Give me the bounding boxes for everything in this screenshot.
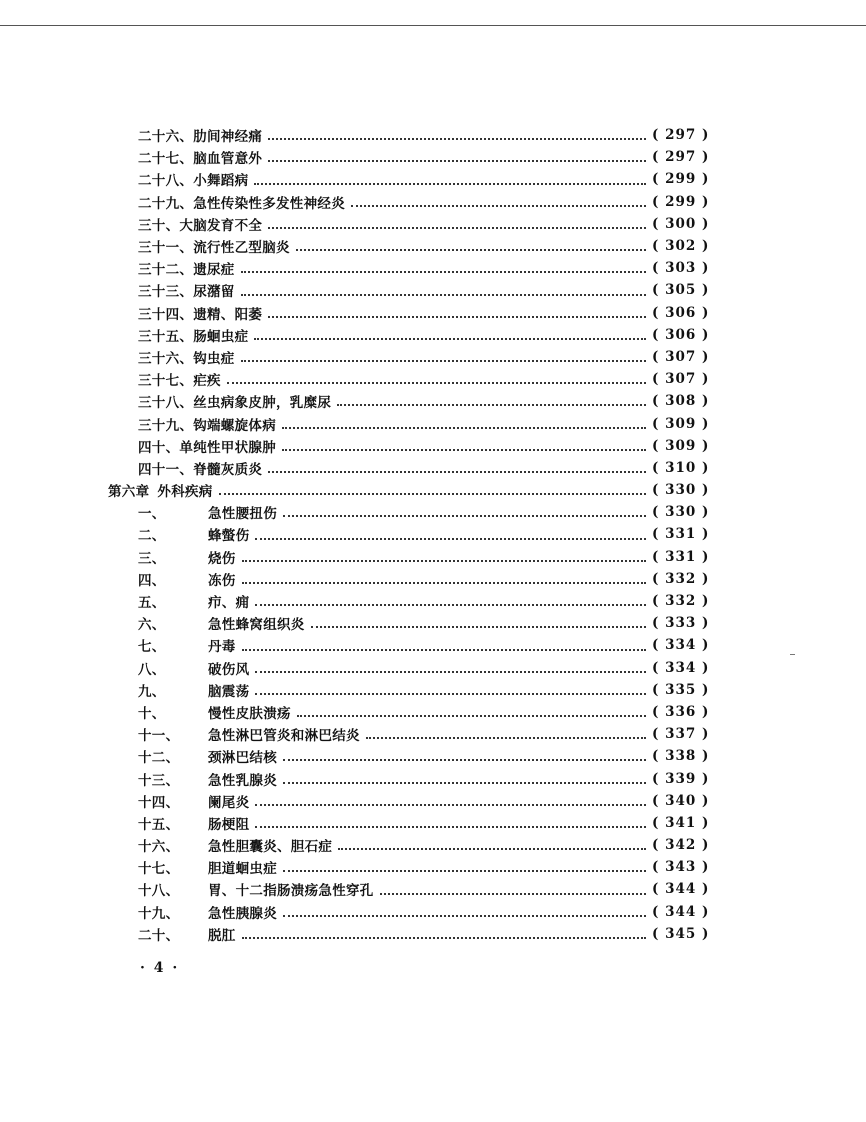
entry-page: ( 297 )	[652, 127, 710, 144]
entry-title: 单纯性甲状腺肿	[179, 439, 277, 456]
dot-leader	[311, 623, 646, 628]
entry-number: 四十、	[138, 439, 180, 456]
entry-title: 脑血管意外	[193, 151, 263, 168]
entry-number: 二十六、	[138, 129, 194, 146]
toc-entry[interactable]	[108, 124, 710, 146]
dot-leader	[283, 779, 646, 784]
entry-number: 三十九、	[138, 417, 194, 434]
toc-entry[interactable]	[108, 168, 710, 190]
dot-leader	[268, 135, 646, 140]
dot-leader	[255, 801, 646, 806]
toc-entry[interactable]	[108, 612, 710, 634]
entry-number: 七、	[138, 639, 166, 656]
dot-leader	[268, 157, 646, 162]
entry-page: ( 333 )	[652, 615, 710, 632]
entry-page: ( 309 )	[652, 437, 710, 454]
dot-leader	[241, 291, 646, 296]
dot-leader	[283, 912, 646, 917]
toc-entry[interactable]	[108, 302, 710, 324]
dot-leader	[255, 601, 646, 606]
dot-leader	[283, 756, 646, 761]
entry-title: 肠蛔虫症	[193, 328, 249, 345]
entry-page: ( 299 )	[652, 171, 710, 188]
dot-leader	[241, 357, 646, 362]
toc-entry[interactable]	[108, 279, 710, 301]
entry-number: 四、	[138, 572, 166, 589]
entry-title: 脑震荡	[208, 683, 250, 700]
entry-number: 一、	[138, 506, 166, 523]
chapter-page: ( 330 )	[652, 482, 710, 499]
entry-number: 五、	[138, 595, 166, 612]
toc-section-surgery	[108, 501, 710, 945]
entry-title: 肋间神经痛	[193, 129, 263, 146]
entry-number: 十七、	[138, 861, 180, 878]
entry-page: ( 332 )	[652, 570, 710, 587]
toc-entry[interactable]	[108, 834, 710, 856]
entry-page: ( 338 )	[652, 748, 710, 765]
dot-leader	[366, 734, 646, 739]
dot-leader	[268, 468, 646, 473]
toc-entry[interactable]	[108, 901, 710, 923]
entry-number: 二十、	[138, 927, 180, 944]
toc-entry[interactable]	[108, 923, 710, 945]
entry-number: 十一、	[138, 728, 180, 745]
entry-number: 四十一、	[138, 461, 194, 478]
toc-entry[interactable]	[108, 324, 710, 346]
toc-entry[interactable]	[108, 568, 710, 590]
dot-leader	[351, 202, 646, 207]
entry-title: 尿潴留	[193, 284, 235, 301]
dot-leader	[337, 401, 646, 406]
dot-leader	[255, 535, 646, 540]
entry-number: 十二、	[138, 750, 180, 767]
toc-section-neurology	[108, 124, 710, 479]
entry-page: ( 297 )	[652, 149, 710, 166]
dot-leader	[242, 557, 646, 562]
entry-number: 三十一、	[138, 240, 194, 257]
entry-title: 大脑发育不全	[179, 217, 263, 234]
entry-title: 丝虫病象皮肿，乳糜尿	[193, 395, 332, 412]
entry-title: 急性淋巴管炎和淋巴结炎	[208, 728, 360, 745]
dot-leader	[283, 867, 646, 872]
entry-page: ( 302 )	[652, 238, 710, 255]
entry-title: 急性蜂窝组织炎	[208, 617, 305, 634]
entry-page: ( 330 )	[652, 504, 710, 521]
entry-number: 十五、	[138, 816, 180, 833]
entry-title: 流行性乙型脑炎	[193, 240, 290, 257]
entry-title: 疟疾	[193, 373, 221, 390]
dot-leader	[242, 579, 646, 584]
toc-entry[interactable]	[108, 790, 710, 812]
entry-number: 十三、	[138, 772, 180, 789]
entry-title: 钩虫症	[193, 350, 235, 367]
entry-number: 三十五、	[138, 328, 194, 345]
toc-entry[interactable]	[108, 412, 710, 434]
entry-number: 二十七、	[138, 151, 194, 168]
entry-page: ( 337 )	[652, 726, 710, 743]
toc-entry[interactable]	[108, 634, 710, 656]
chapter-title: 外科疾病	[157, 484, 213, 501]
toc-entry[interactable]	[108, 657, 710, 679]
entry-number: 十四、	[138, 794, 180, 811]
entry-page: ( 310 )	[652, 459, 710, 476]
toc-entry[interactable]	[108, 878, 710, 900]
toc-entry[interactable]	[108, 235, 710, 257]
entry-page: ( 344 )	[652, 881, 710, 898]
toc-entry[interactable]	[108, 856, 710, 878]
dot-leader	[255, 823, 646, 828]
entry-number: 三十七、	[138, 373, 194, 390]
dot-leader	[296, 246, 646, 251]
dot-leader	[268, 224, 646, 229]
toc-entry[interactable]	[108, 257, 710, 279]
entry-number: 八、	[138, 661, 166, 678]
entry-title: 胆道蛔虫症	[208, 861, 277, 878]
entry-title: 急性乳腺炎	[208, 772, 277, 789]
dot-leader	[282, 446, 646, 451]
entry-title: 破伤风	[208, 661, 250, 678]
entry-title: 疖、痈	[208, 595, 250, 612]
entry-number: 三十三、	[138, 284, 194, 301]
dot-leader	[241, 268, 646, 273]
entry-title: 冻伤	[208, 572, 236, 589]
dot-leader	[282, 424, 646, 429]
dot-leader	[219, 490, 646, 495]
entry-number: 三十二、	[138, 262, 194, 279]
entry-title: 小舞蹈病	[193, 173, 249, 190]
page-number: · 4 ·	[140, 960, 180, 976]
entry-page: ( 303 )	[652, 260, 710, 277]
entry-number: 二十八、	[138, 173, 194, 190]
entry-page: ( 306 )	[652, 326, 710, 343]
entry-number: 三、	[138, 550, 166, 567]
entry-title: 钩端螺旋体病	[193, 417, 277, 434]
toc-entry[interactable]	[108, 368, 710, 390]
entry-number: 十六、	[138, 839, 180, 856]
entry-page: ( 332 )	[652, 593, 710, 610]
entry-page: ( 307 )	[652, 371, 710, 388]
entry-title: 急性传染性多发性神经炎	[193, 195, 346, 212]
toc-entry[interactable]	[108, 701, 710, 723]
entry-title: 胃、十二指肠溃疡急性穿孔	[208, 883, 374, 900]
toc-entry[interactable]	[108, 523, 710, 545]
dot-leader	[255, 668, 646, 673]
table-of-contents	[108, 124, 710, 945]
entry-title: 肠梗阻	[208, 816, 250, 833]
entry-title: 烧伤	[208, 550, 236, 567]
entry-number: 二、	[138, 528, 166, 545]
entry-page: ( 299 )	[652, 193, 710, 210]
entry-number: 六、	[138, 617, 166, 634]
entry-page: ( 342 )	[652, 837, 710, 854]
top-rule	[0, 25, 866, 26]
entry-title: 脱肛	[208, 927, 236, 944]
entry-page: ( 336 )	[652, 703, 710, 720]
dot-leader	[255, 690, 646, 695]
toc-entry[interactable]	[108, 590, 710, 612]
dot-leader	[227, 379, 646, 384]
entry-title: 慢性皮肤溃疡	[208, 705, 291, 722]
dot-leader	[283, 512, 646, 517]
entry-page: ( 305 )	[652, 282, 710, 299]
entry-title: 颈淋巴结核	[208, 750, 277, 767]
toc-entry[interactable]	[108, 146, 710, 168]
entry-page: ( 339 )	[652, 770, 710, 787]
entry-title: 阑尾炎	[208, 794, 250, 811]
entry-page: ( 300 )	[652, 215, 710, 232]
entry-number: 三十四、	[138, 306, 194, 323]
entry-title: 蜂螫伤	[208, 528, 250, 545]
entry-title: 遗尿症	[193, 262, 235, 279]
toc-entry[interactable]	[108, 501, 710, 523]
entry-number: 十八、	[138, 883, 180, 900]
entry-page: ( 306 )	[652, 304, 710, 321]
dot-leader	[297, 712, 646, 717]
entry-title: 脊髓灰质炎	[193, 461, 263, 478]
toc-entry[interactable]	[108, 213, 710, 235]
toc-entry[interactable]	[108, 435, 710, 457]
entry-page: ( 341 )	[652, 814, 710, 831]
entry-title: 急性胆囊炎、胆石症	[208, 839, 333, 856]
scan-speck	[790, 654, 795, 655]
entry-page: ( 308 )	[652, 393, 710, 410]
dot-leader	[380, 890, 646, 895]
entry-page: ( 334 )	[652, 659, 710, 676]
entry-number: 三十六、	[138, 350, 194, 367]
toc-entry[interactable]	[108, 390, 710, 412]
toc-entry[interactable]	[108, 546, 710, 568]
entry-number: 二十九、	[138, 195, 194, 212]
entry-page: ( 335 )	[652, 681, 710, 698]
dot-leader	[268, 313, 646, 318]
dot-leader	[254, 335, 646, 340]
entry-page: ( 307 )	[652, 348, 710, 365]
entry-title: 急性腰扭伤	[208, 506, 277, 523]
entry-page: ( 334 )	[652, 637, 710, 654]
dot-leader	[338, 845, 646, 850]
toc-entry[interactable]	[108, 812, 710, 834]
entry-number: 三十八、	[138, 395, 194, 412]
dot-leader	[242, 934, 646, 939]
toc-entry[interactable]	[108, 767, 710, 789]
toc-entry[interactable]	[108, 745, 710, 767]
entry-title: 遗精、阳萎	[193, 306, 263, 323]
toc-entry[interactable]	[108, 457, 710, 479]
dot-leader	[242, 646, 646, 651]
entry-title: 急性胰腺炎	[208, 905, 277, 922]
entry-number: 九、	[138, 683, 166, 700]
entry-page: ( 345 )	[652, 925, 710, 942]
chapter-heading[interactable]	[108, 479, 710, 501]
chapter-number: 第六章	[108, 484, 150, 501]
entry-page: ( 331 )	[652, 526, 710, 543]
entry-page: ( 343 )	[652, 859, 710, 876]
entry-page: ( 331 )	[652, 548, 710, 565]
entry-page: ( 340 )	[652, 792, 710, 809]
entry-number: 三十、	[138, 217, 180, 234]
entry-number: 十九、	[138, 905, 180, 922]
entry-page: ( 344 )	[652, 903, 710, 920]
toc-entry[interactable]	[108, 679, 710, 701]
toc-entry[interactable]	[108, 346, 710, 368]
entry-title: 丹毒	[208, 639, 236, 656]
entry-number: 十、	[138, 705, 166, 722]
toc-entry[interactable]	[108, 191, 710, 213]
toc-entry[interactable]	[108, 723, 710, 745]
entry-page: ( 309 )	[652, 415, 710, 432]
dot-leader	[254, 180, 646, 185]
